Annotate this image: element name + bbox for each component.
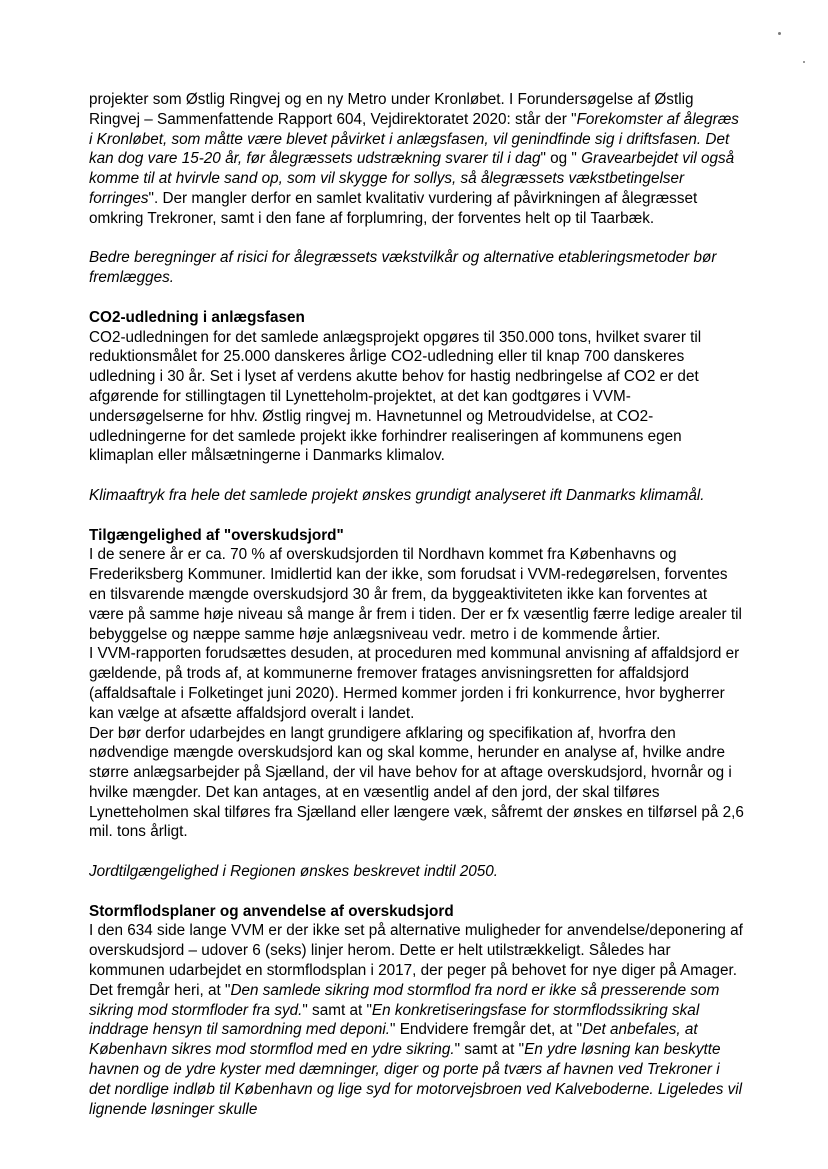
text-segment: " samt at " bbox=[302, 1001, 372, 1019]
paragraph-overskudsjord-1: I de senere år er ca. 70 % af overskudsjorden til Nordhavn kommet fra Københavns og Frederiksberg Kommuner. Imidlertid kan der ikke, som forudsat i VVM-redegørelsen, forventes en tilsvarende mængde overskudsjord 30 år frem, da byggeaktiviteten ikke kan forventes at være på samme høje niveau så mange år frem i tiden. Der er fx væsentlig færre ledige arealer til bebyggelse og næppe samme høje anlægsniveau vedr. metro i de kommende årtier. bbox=[89, 546, 742, 643]
paragraph-co2-recommendation: Klimaaftryk fra hele det samlede projekt ønskes grundigt analyseret ift Danmarks klimamål. bbox=[89, 486, 705, 504]
scan-speck bbox=[803, 61, 805, 63]
paragraph-aalegraes-recommendation: Bedre beregninger af risici for ålegræssets vækstvilkår og alternative etableringsmetoder bør fremlægges. bbox=[89, 249, 717, 287]
paragraph-jord-recommendation: Jordtilgængelighed i Regionen ønskes beskrevet indtil 2050. bbox=[89, 863, 499, 881]
paragraph-aalegraes-intro bbox=[89, 90, 745, 229]
paragraph-co2: CO2-udledningen for det samlede anlægsprojekt opgøres til 350.000 tons, hvilket svarer til reduktionsmålet for 25.000 danskeres årlige CO2-udledning eller til knap 700 danskeres udledning i 30 år. Set i lyset af verdens akutte behov for hastig nedbringelse af CO2 er det afgørende for stillingtagen til Lynetteholm-projektet, at det kan godtgøres i VVM-undersøgelserne for hhv. Østlig ringvej m. Havnetunnel og Metroudvidelse, at CO2-udledningerne for det samlede projekt ikke forhindrer realiseringen af kommunens egen klimaplan eller målsætningerne i Danmarks klimalov. bbox=[89, 328, 702, 465]
quoted-text-segment: Det anbefales, at København sikres mod stormflod med en ydre sikring. bbox=[89, 1021, 698, 1059]
quoted-text-segment: En ydre løsning kan beskytte havnen og de ydre kyster med dæmninger, diger og porte på tværs af havnen ved Trekroner i det nordlige indløb til København og lige syd for motorvejsbroen ved Kalveboderne. Ligeledes vil lignende løsninger skulle bbox=[89, 1041, 743, 1118]
text-segment: ". Der mangler derfor en samlet kvalitativ vurdering af påvirkningen af ålegræsset omkring Trekroner, samt i den fane af forplumring, der forventes helt op til Taarbæk. bbox=[89, 189, 698, 227]
quoted-text-segment: Den samlede sikring mod stormflod fra nord er ikke så presserende som sikring mod stormfloder fra syd. bbox=[89, 981, 720, 1019]
paragraph-overskudsjord-3: Der bør derfor udarbejdes en langt grundigere afklaring og specifikation af, hvorfra den nødvendige mængde overskudsjord kan og skal komme, herunder en analyse af, hvilke andre større anlægsarbejder på Sjælland, der vil have behov for at aftage overskudsjord, hvornår og i hvilke mængder. Det kan antages, at en væsentlig andel af den jord, der skal tilføres Lynetteholmen skal tilføres fra Sjælland eller længere væk, såfremt der ønskes en tilførsel på 2,6 mil. tons årligt. bbox=[89, 724, 744, 841]
document-body bbox=[89, 90, 745, 1119]
text-segment: " Endvidere fremgår det, at " bbox=[390, 1021, 582, 1039]
text-segment: projekter som Østlig Ringvej og en ny Metro under Kronløbet. I Forundersøgelse af Østlig Ringvej – Sammenfattende Rapport 604, Vejdirektoratet 2020: står der " bbox=[89, 91, 694, 128]
paragraph-stormflod bbox=[89, 921, 745, 1119]
scan-speck bbox=[778, 32, 781, 35]
quoted-text-segment: En konkretiseringsfase for stormflodssikring skal inddrage hensyn til samordning med deponi. bbox=[89, 1001, 700, 1039]
section-heading-co2: CO2-udledning i anlægsfasen bbox=[89, 308, 305, 326]
section-heading-stormflod: Stormflodsplaner og anvendelse af overskudsjord bbox=[89, 902, 454, 920]
text-segment: I den 634 side lange VVM er der ikke set på alternative muligheder for anvendelse/deponering af overskudsjord – udover 6 (seks) linjer herom. Dette er helt utilstrækkeligt. Således har kommunen udarbejdet en stormflodsplan i 2017, der peger på behovet for nye diger på Amager. Det fremgår heri, at " bbox=[89, 922, 743, 999]
text-segment: " og " bbox=[540, 150, 582, 168]
quoted-text-segment: Forekomster af ålegræs i Kronløbet, som måtte være blevet påvirket i anlægsfasen, vil genindfinde sig i driftsfasen. Det kan dog vare 15-20 år, før ålegræssets udstrækning svarer til i dag bbox=[89, 110, 739, 168]
text-segment: " samt at " bbox=[454, 1041, 525, 1059]
section-heading-overskudsjord: Tilgængelighed af "overskudsjord" bbox=[89, 526, 344, 544]
quoted-text-segment: Gravearbejdet vil også komme til at hvirvle sand op, som vil skygge for sollys, så ålegræssets vækstbetingelser forringes bbox=[89, 150, 735, 207]
paragraph-overskudsjord-2: I VVM-rapporten forudsættes desuden, at proceduren med kommunal anvisning af affaldsjord er gældende, på trods af, at kommunerne fremover fratages anvisningsretten for affaldsjord (affaldsaftale i Folketinget juni 2020). Hermed kommer jorden i fri konkurrence, hvor bygherrer kan vælge at afsætte affaldsjord overalt i landet. bbox=[89, 645, 740, 722]
